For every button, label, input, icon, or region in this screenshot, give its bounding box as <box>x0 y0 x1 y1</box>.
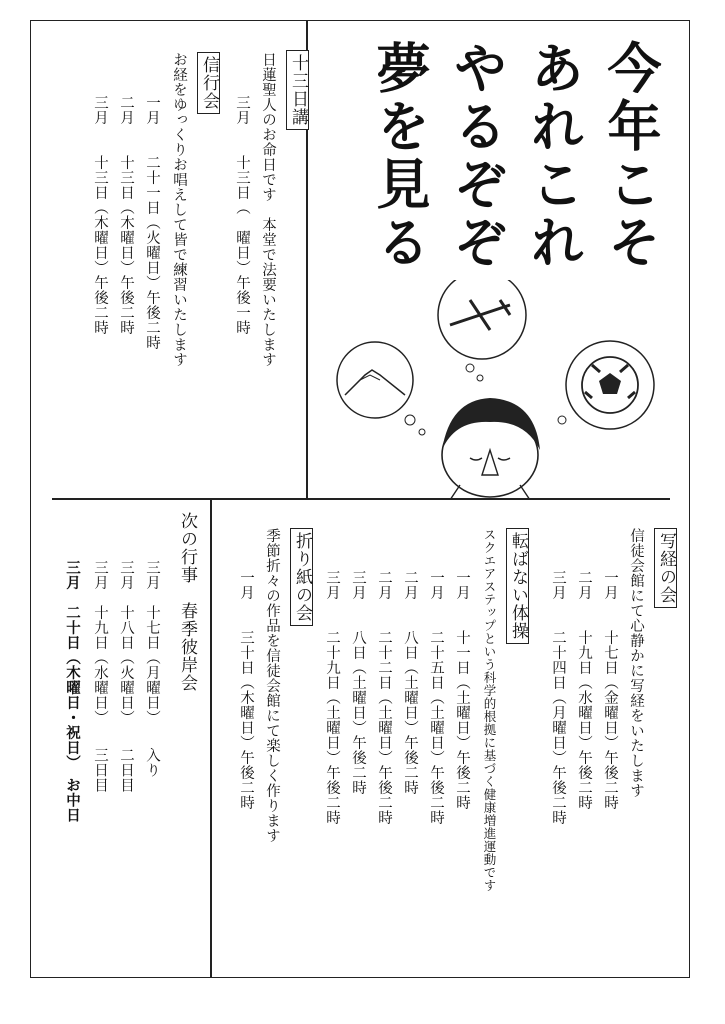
taiso-row-1: 一月 十一日（土曜日）午後二時 <box>454 570 470 810</box>
mountain-icon <box>345 370 405 395</box>
higan-heading: 次の行事 春季彼岸会 <box>177 512 197 692</box>
taiso-row-6: 三月 二十九日（土曜日）午後二時 <box>324 570 340 825</box>
taiso-row-5: 三月 八日（土曜日）午後二時 <box>350 570 366 795</box>
shingyo-heading: 信行会 <box>197 52 220 114</box>
shingyo-row-3: 三月 十三日（木曜日）午後二時 <box>92 95 108 335</box>
jusanichi-desc: 日蓮聖人のお命日です 本堂で法要いたします <box>260 52 276 367</box>
shakyo-row-2: 二月 十九日（水曜日）午後二時 <box>576 570 592 810</box>
slogan-line-3: やるぞぞ <box>445 40 508 272</box>
shingyo-row-1: 一月 二十一日（火曜日）午後二時 <box>144 95 160 350</box>
higan-row-1: 三月 十七日（月曜日） 入り <box>144 560 160 778</box>
taiso-row-2: 一月 二十五日（土曜日）午後二時 <box>428 570 444 825</box>
shakyo-desc: 信徒会館にて心静かに写経をいたします <box>628 528 644 798</box>
dreaming-boy-illustration <box>330 280 660 500</box>
slogan-line-1: 今年こそ <box>599 40 662 272</box>
slogan-line-4: 夢を見る <box>368 40 431 272</box>
taiso-row-4: 二月 二十二日（土曜日）午後二時 <box>376 570 392 825</box>
higan-row-2: 三月 十八日（火曜日） 二日目 <box>118 560 134 793</box>
airplane-icon <box>450 300 510 330</box>
jusanichi-row: 三月 十三日（ 曜日）午後一時 <box>234 95 250 335</box>
slogan-line-2: あれこれ <box>522 40 585 272</box>
taiso-row-3: 二月 八日（土曜日）午後二時 <box>402 570 418 795</box>
shakyo-row-3: 三月 二十四日（月曜日）午後二時 <box>550 570 566 825</box>
higan-row-3: 三月 十九日（水曜日） 三日目 <box>92 560 108 793</box>
taiso-desc: スクエアステップという科学的根拠に基づく健康増進運動です <box>482 528 497 892</box>
shakyo-row-1: 一月 十七日（金曜日）午後二時 <box>602 570 618 810</box>
taiso-heading: 転ばない体操 <box>506 528 529 644</box>
origami-row: 一月 三十日（木曜日）午後二時 <box>238 570 254 810</box>
divider-bottom-vertical <box>210 498 212 978</box>
bubble-mountain <box>337 342 413 418</box>
shingyo-row-2: 二月 十三日（木曜日）午後二時 <box>118 95 134 335</box>
shakyo-heading: 写経の会 <box>654 528 677 608</box>
origami-desc: 季節折々の作品を信徒会館にて楽しく作ります <box>264 528 280 843</box>
origami-heading: 折り紙の会 <box>290 528 313 626</box>
shingyo-desc: お経をゆっくりお唱えして皆で練習いたします <box>171 52 187 367</box>
jusanichi-heading: 十三日講 <box>286 50 309 130</box>
higan-row-4: 三月 二十日（木曜日・祝日） お中日 <box>64 560 81 823</box>
